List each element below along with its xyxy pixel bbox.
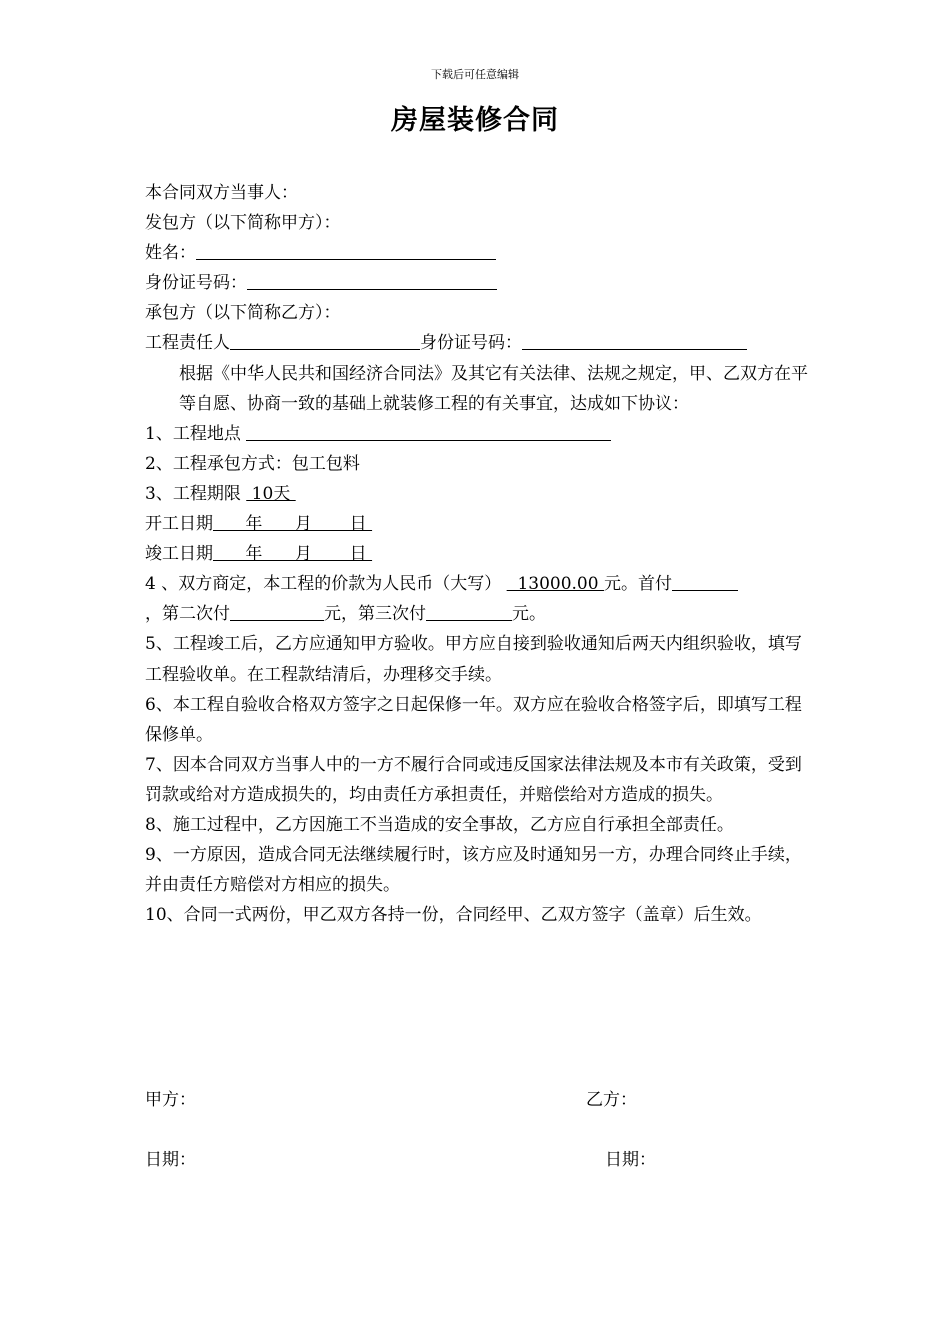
clause-1 — [145, 419, 810, 449]
end-date-blank[interactable]: 年 月 日 — [213, 544, 373, 565]
end-date-label: 竣工日期 — [145, 544, 213, 565]
engineer-row — [145, 328, 810, 358]
party-a-heading: 发包方（以下简称甲方）： — [145, 213, 341, 234]
party-b-signature-label: 乙方： — [586, 1090, 637, 1110]
third-payment-blank[interactable] — [426, 602, 512, 621]
third-payment-label: 元，第三次付 — [324, 604, 426, 625]
document-title: 房屋装修合同 — [391, 105, 559, 136]
clause-7: 7、因本合同双方当事人中的一方不履行合同或违反国家法律法规及本市有关政策，受到罚款或给对方造成损失的，均由责任方承担责任，并赔偿给对方造成的损失。 — [145, 754, 802, 805]
clause-5: 5、工程竣工后，乙方应通知甲方验收。甲方应自接到验收通知后两天内组织验收，填写工程验收单。在工程款结清后，办理移交手续。 — [145, 634, 802, 685]
contract-body — [145, 178, 810, 930]
parties-intro: 本合同双方当事人： — [145, 183, 298, 203]
party-b-heading: 承包方（以下简称乙方）： — [145, 303, 341, 324]
clause-9: 9、一方原因，造成合同无法继续履行时，该方应及时通知另一方，办理合同终止手续，并由责任方赔偿对方相应的损失。 — [145, 845, 802, 896]
name-row — [145, 238, 810, 268]
start-date-row — [145, 509, 810, 539]
clause-3-label: 3、工程期限 — [145, 483, 241, 504]
clause-4-end: 元。 — [512, 604, 546, 625]
header-note: 下载后可任意编辑 — [431, 68, 519, 81]
second-payment-blank[interactable] — [230, 602, 324, 621]
first-payment-blank[interactable] — [672, 572, 738, 591]
second-payment-label: ，第二次付 — [145, 604, 230, 625]
clause-4-line-1 — [145, 569, 810, 599]
name-blank[interactable] — [196, 241, 496, 260]
clause-1-label: 1、工程地点 — [145, 423, 241, 444]
engineer-id-blank[interactable] — [522, 331, 747, 350]
site-blank[interactable] — [246, 422, 611, 441]
id-row — [145, 268, 810, 298]
party-b-date-label: 日期： — [605, 1150, 656, 1170]
party-a-signature-label: 甲方： — [145, 1090, 196, 1110]
end-date-row — [145, 539, 810, 569]
engineer-id-label: 身份证号码： — [420, 333, 522, 354]
engineer-blank[interactable] — [230, 331, 420, 350]
engineer-label: 工程责任人 — [145, 333, 230, 354]
preamble: 根据《中华人民共和国经济合同法》及其它有关法律、法规之规定，甲、乙双方在平等自愿、协商一致的基础上就装修工程的有关事宜，达成如下协议： — [179, 363, 808, 414]
price-amount: 13000.00 — [506, 574, 604, 595]
clause-2: 2、工程承包方式：包工包料 — [145, 453, 360, 474]
clause-4-label: 4 、双方商定，本工程的价款为人民币（大写） — [145, 574, 502, 595]
start-date-blank[interactable]: 年 月 日 — [213, 514, 373, 535]
start-date-label: 开工日期 — [145, 514, 213, 535]
clause-6: 6、本工程自验收合格双方签字之日起保修一年。双方应在验收合格签字后，即填写工程保修单。 — [145, 694, 802, 745]
clause-4-line-2 — [145, 599, 810, 629]
clause-10: 10、合同一式两份，甲乙双方各持一份，合同经甲、乙双方签字（盖章）后生效。 — [145, 905, 762, 926]
name-label: 姓名： — [145, 243, 196, 264]
clause-3 — [145, 479, 810, 509]
duration-value: 10天 — [246, 483, 296, 504]
id-label: 身份证号码： — [145, 273, 247, 294]
clause-8: 8、施工过程中，乙方因施工不当造成的安全事故，乙方应自行承担全部责任。 — [145, 814, 734, 835]
first-payment-label: 元。首付 — [603, 574, 672, 595]
party-a-date-label: 日期： — [145, 1150, 196, 1170]
id-blank[interactable] — [247, 271, 497, 290]
